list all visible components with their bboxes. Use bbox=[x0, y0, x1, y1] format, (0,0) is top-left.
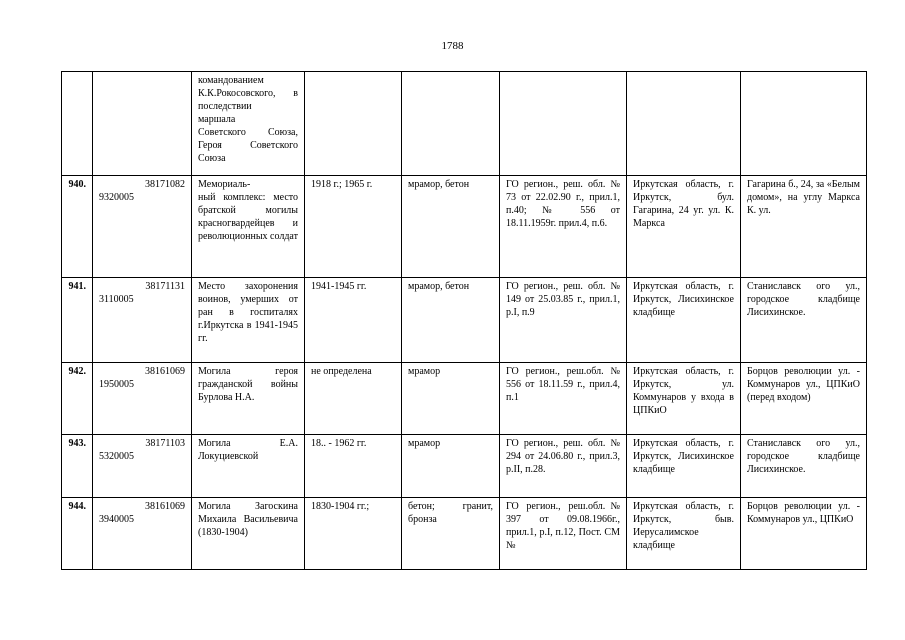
protection-document: ГО регион., реш. обл. № 149 от 25.03.85 г., прил.1, р.I, п.9 bbox=[500, 278, 627, 363]
table-row bbox=[62, 498, 867, 570]
object-date: не определена bbox=[305, 363, 402, 435]
name-line: Советского Союза, bbox=[198, 127, 298, 138]
num-cell bbox=[62, 72, 93, 176]
row-number: 942. bbox=[62, 363, 93, 435]
object-name: Место захоронения воинов, умерших от ран в госпиталях г.Иркутска в 1941-1945 гг. bbox=[192, 278, 305, 363]
object-address: Станиславск ого ул., городское кладбище Лисихинское. bbox=[741, 278, 867, 363]
name-line: К.К.Рокосовского, в bbox=[198, 88, 298, 99]
name-line: маршала bbox=[198, 114, 236, 125]
object-date: 1918 г.; 1965 г. bbox=[305, 176, 402, 278]
object-name: Могила Е.А. Локуциевской bbox=[192, 435, 305, 498]
document-cell bbox=[500, 72, 627, 176]
object-date: 1830-1904 гг.; bbox=[305, 498, 402, 570]
table-row bbox=[62, 176, 867, 278]
object-date: 1941-1945 гг. bbox=[305, 278, 402, 363]
object-code-part2: 3940005 bbox=[99, 514, 134, 525]
object-code-part2: 9320005 bbox=[99, 192, 134, 203]
object-location: Иркутская область, г. Иркутск, Лисихинское кладбище bbox=[627, 278, 741, 363]
table-row bbox=[62, 278, 867, 363]
table-row-continuation bbox=[62, 72, 867, 176]
object-name: Могила Загоскина Михаила Васильевича (1830-1904) bbox=[192, 498, 305, 570]
object-code-part2: 3110005 bbox=[99, 294, 134, 305]
name-line: командованием bbox=[198, 75, 264, 86]
object-location: Иркутская область, г. Иркутск, бул. Гагарина, 24 уг. ул. К. Маркса bbox=[627, 176, 741, 278]
name-line: последствии bbox=[198, 101, 252, 112]
object-code-part1: 38161069 bbox=[145, 366, 185, 377]
object-code bbox=[93, 176, 192, 278]
object-material: мрамор bbox=[402, 363, 500, 435]
table-row bbox=[62, 363, 867, 435]
protection-document: ГО регион., реш. обл. № 73 от 22.02.90 г., прил.1, п.40; № 556 от 18.11.1959г. прил.4, п.6. bbox=[500, 176, 627, 278]
object-name: Мемориаль- ный комплекс: место братской могилы красногвардейцев и революционных солдат bbox=[192, 176, 305, 278]
object-address: Борцов революции ул. - Коммунаров ул., ЦПКиО bbox=[741, 498, 867, 570]
object-code bbox=[93, 278, 192, 363]
object-material: бетон; гранит, бронза bbox=[402, 498, 500, 570]
table-row bbox=[62, 435, 867, 498]
object-code bbox=[93, 363, 192, 435]
row-number: 943. bbox=[62, 435, 93, 498]
object-address: Станиславск ого ул., городское кладбище Лисихинское. bbox=[741, 435, 867, 498]
object-location: Иркутская область, г. Иркутск, быв. Иерусалимское кладбище bbox=[627, 498, 741, 570]
object-name: Могила героя гражданской войны Бурлова Н.А. bbox=[192, 363, 305, 435]
object-location: Иркутская область, г. Иркутск, ул. Коммунаров у входа в ЦПКиО bbox=[627, 363, 741, 435]
protection-document: ГО регион., реш. обл. № 294 от 24.06.80 г., прил.3, р.II, п.28. bbox=[500, 435, 627, 498]
object-code-part2: 1950005 bbox=[99, 379, 134, 390]
row-number: 941. bbox=[62, 278, 93, 363]
code-cell bbox=[93, 72, 192, 176]
material-cell bbox=[402, 72, 500, 176]
object-location: Иркутская область, г. Иркутск, Лисихинское кладбище bbox=[627, 435, 741, 498]
protection-document: ГО регион., реш.обл. № 556 от 18.11.59 г., прил.4, п.1 bbox=[500, 363, 627, 435]
object-address: Борцов революции ул. - Коммунаров ул., ЦПКиО (перед входом) bbox=[741, 363, 867, 435]
page-number: 1788 bbox=[441, 40, 464, 52]
object-material: мрамор bbox=[402, 435, 500, 498]
name-line: Союза bbox=[198, 153, 226, 164]
object-material: мрамор, бетон bbox=[402, 176, 500, 278]
monuments-table bbox=[61, 71, 867, 570]
row-number: 944. bbox=[62, 498, 93, 570]
object-code bbox=[93, 498, 192, 570]
object-date: 18.. - 1962 гг. bbox=[305, 435, 402, 498]
object-material: мрамор, бетон bbox=[402, 278, 500, 363]
object-code-part1: 38161069 bbox=[145, 501, 185, 512]
row-number: 940. bbox=[62, 176, 93, 278]
address-cell bbox=[741, 72, 867, 176]
name-cell bbox=[192, 72, 305, 176]
location-cell bbox=[627, 72, 741, 176]
object-code-part1: 38171082 bbox=[145, 179, 185, 190]
object-code-part1: 38171103 bbox=[145, 438, 185, 449]
object-code bbox=[93, 435, 192, 498]
name-line: Героя Советского bbox=[198, 140, 298, 151]
date-cell bbox=[305, 72, 402, 176]
object-code-part2: 5320005 bbox=[99, 451, 134, 462]
protection-document: ГО регион., реш.обл.№ 397 от 09.08.1966г., прил.1, р.I, п.12, Пост. СМ № bbox=[500, 498, 627, 570]
object-code-part1: 38171131 bbox=[145, 281, 185, 292]
object-address: Гагарина б., 24, за «Белым домом», на углу Маркса К. ул. bbox=[741, 176, 867, 278]
